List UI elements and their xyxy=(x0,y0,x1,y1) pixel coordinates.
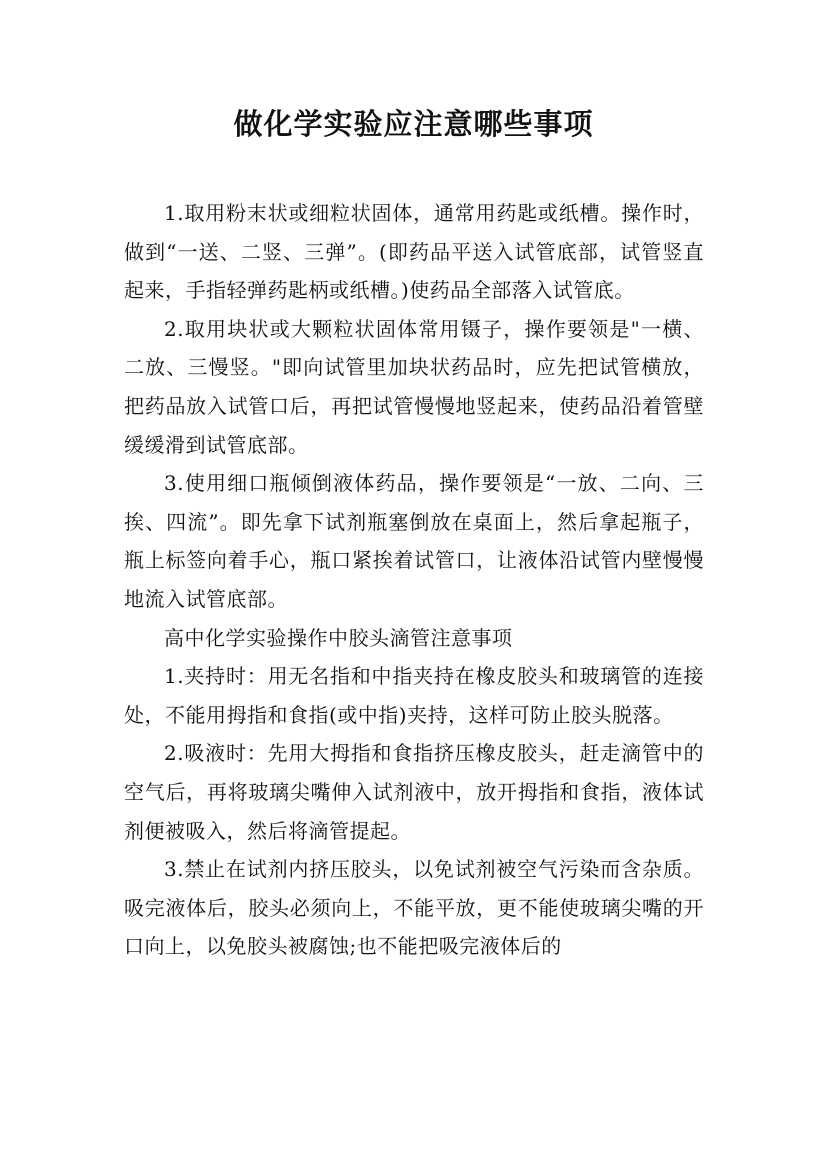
paragraph-liquid-pouring: 3.使用细口瓶倾倒液体药品，操作要领是“一放、二向、三挨、四流”。即先拿下试剂瓶塞倒放在桌面上，然后拿起瓶子，瓶上标签向着手心，瓶口紧挨着试管口，让液体沿试管内壁慢慢地流入试管底部。 xyxy=(124,471,704,611)
paragraph-powder-solid: 1.取用粉末状或细粒状固体，通常用药匙或纸槽。操作时，做到“一送、二竖、三弹”。(即药品平送入试管底部，试管竖直起来，手指轻弹药匙柄或纸槽。)使药品全部落入试管底。 xyxy=(124,201,704,303)
document-body xyxy=(124,194,704,966)
paragraph-dropper-prohibition: 3.禁止在试剂内挤压胶头，以免试剂被空气污染而含杂质。吸完液体后，胶头必须向上，不能平放，更不能使玻璃尖嘴的开口向上，以免胶头被腐蚀;也不能把吸完液体后的 xyxy=(124,857,704,959)
paragraph-block-solid: 2.取用块状或大颗粒状固体常用镊子，操作要领是"一横、二放、三慢竖。"即向试管里加块状药品时，应先把试管横放，把药品放入试管口后，再把试管慢慢地竖起来，使药品沿着管壁缓缓滑到试管底部。 xyxy=(124,316,704,457)
paragraph-dropper-suction: 2.吸液时：先用大拇指和食指挤压橡皮胶头，赶走滴管中的空气后，再将玻璃尖嘴伸入试剂液中，放开拇指和食指，液体试剂便被吸入，然后将滴管提起。 xyxy=(124,741,704,843)
document-title: 做化学实验应注意哪些事项 xyxy=(233,107,594,141)
section-heading-dropper: 高中化学实验操作中胶头滴管注意事项 xyxy=(164,625,513,650)
paragraph-dropper-holding: 1.夹持时：用无名指和中指夹持在橡皮胶头和玻璃管的连接处，不能用拇指和食指(或中指)夹持，这样可防止胶头脱落。 xyxy=(124,664,704,727)
